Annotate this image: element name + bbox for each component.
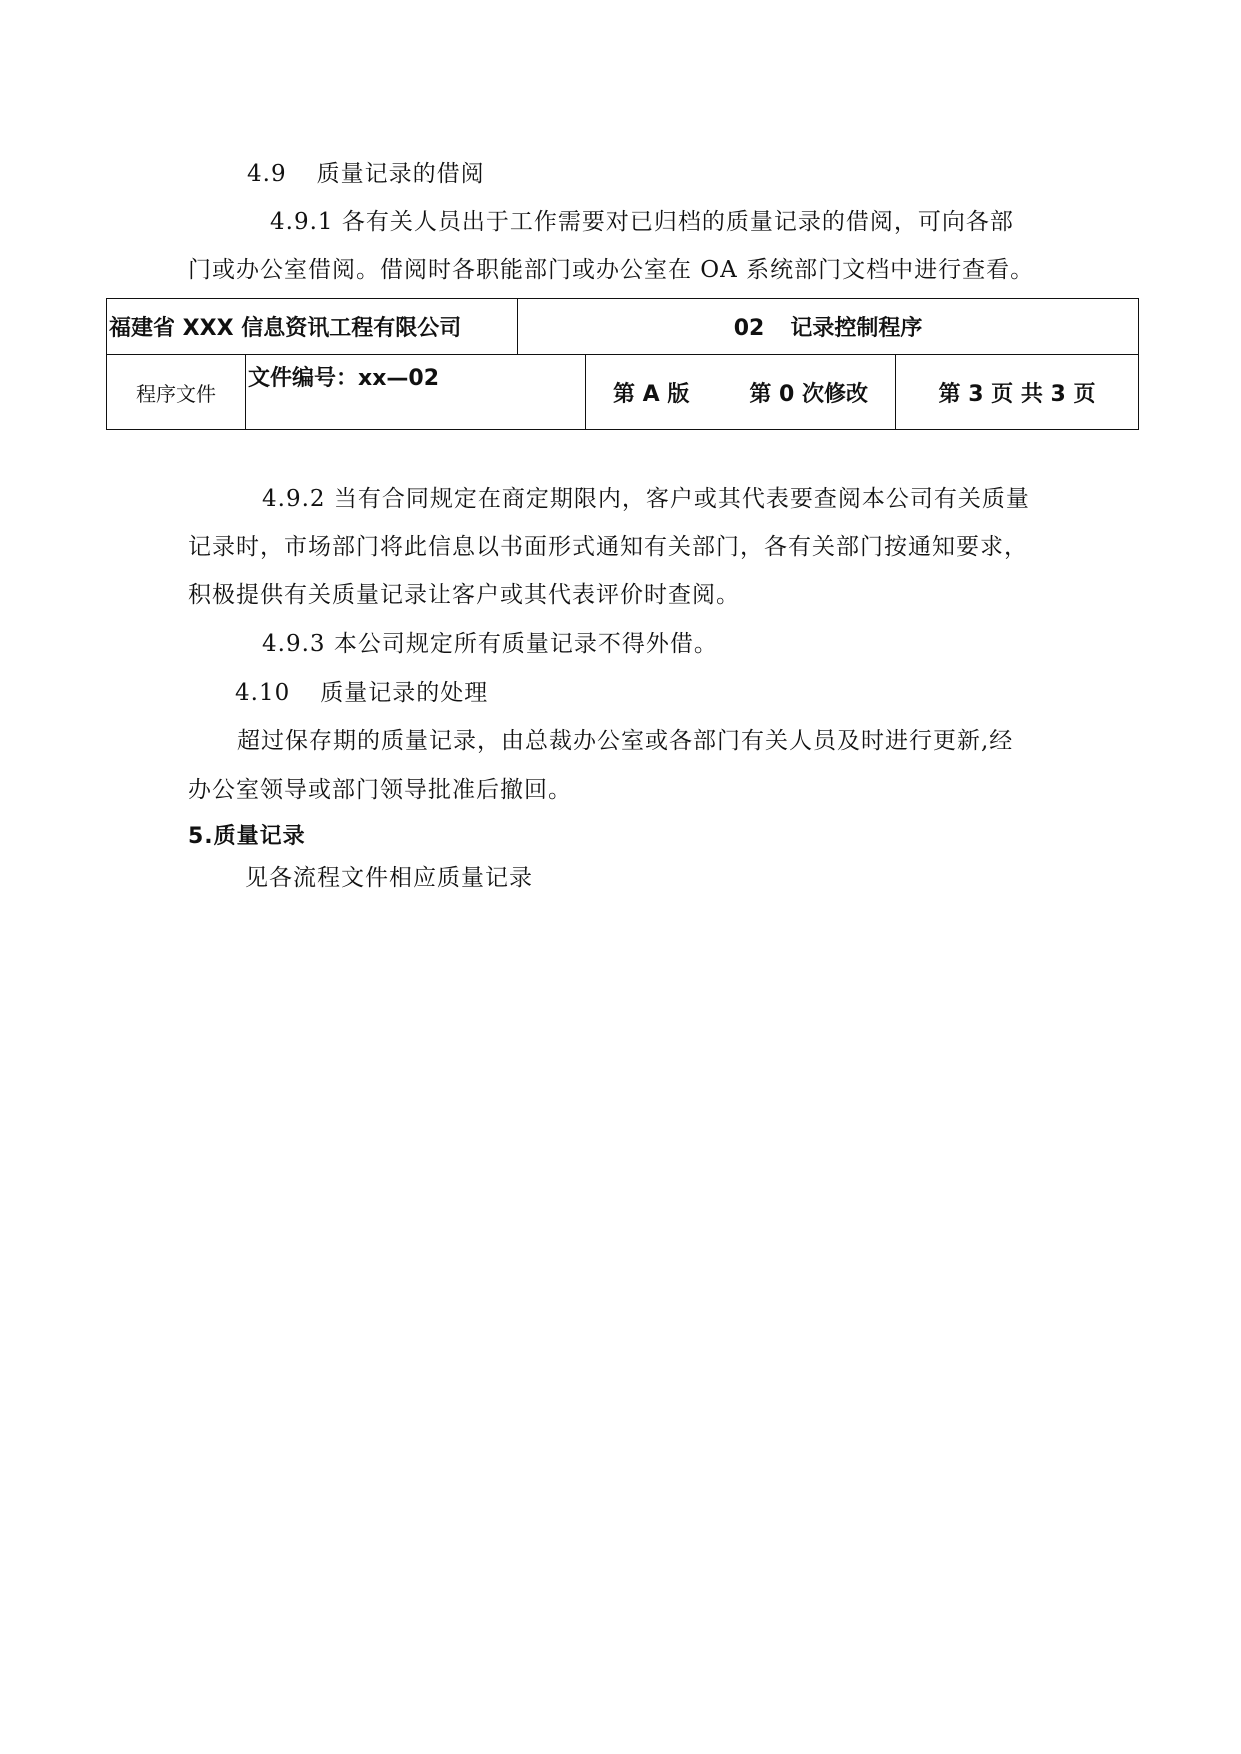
paragraph-line: 4.9.1 各有关人员出于工作需要对已归档的质量记录的借阅，可向各部 [270, 209, 1014, 235]
section-4-9-heading [247, 159, 485, 189]
page-info: 第 3 页 共 3 页 [938, 381, 1096, 407]
company-name-cell [107, 299, 518, 355]
document-number-cell [246, 355, 586, 430]
paragraph-line: 见各流程文件相应质量记录 [245, 865, 533, 891]
section-5-heading: 5.质量记录 [188, 824, 306, 849]
document-type-cell [107, 355, 246, 430]
paragraph-line: 积极提供有关质量记录让客户或其代表评价时查阅。 [188, 582, 740, 608]
paragraph-line: 办公室领导或部门领导批准后撤回。 [188, 777, 572, 803]
revision: 第 0 次修改 [749, 381, 868, 407]
page-info-cell [896, 355, 1139, 430]
company-name: 福建省 XXX 信息资讯工程有限公司 [109, 316, 462, 341]
edition: 第 A 版 [613, 381, 690, 407]
paragraph-line: 记录时，市场部门将此信息以书面形式通知有关部门，各有关部门按通知要求， [188, 534, 1028, 560]
section-title: 质量记录的借阅 [316, 161, 485, 187]
document-header-table [106, 298, 1139, 430]
document-code: 02 [733, 316, 765, 341]
document-number: 文件编号：xx—02 [248, 366, 439, 391]
document-type: 程序文件 [136, 381, 216, 406]
paragraph-line: 门或办公室借阅。借阅时各职能部门或办公室在 OA 系统部门文档中进行查看。 [188, 257, 1035, 283]
section-4-10-heading [235, 678, 488, 708]
paragraph-line: 超过保存期的质量记录，由总裁办公室或各部门有关人员及时进行更新,经 [237, 728, 1014, 754]
paragraph-line: 4.9.3 本公司规定所有质量记录不得外借。 [262, 631, 718, 657]
document-title: 记录控制程序 [790, 316, 923, 341]
paragraph-line: 4.9.2 当有合同规定在商定期限内，客户或其代表要查阅本公司有关质量 [262, 486, 1030, 512]
document-title-cell [518, 299, 1139, 355]
section-number: 4.10 [235, 680, 291, 706]
section-title: 质量记录的处理 [320, 680, 489, 706]
section-number: 4.9 [247, 161, 287, 187]
version-cell [586, 355, 896, 430]
